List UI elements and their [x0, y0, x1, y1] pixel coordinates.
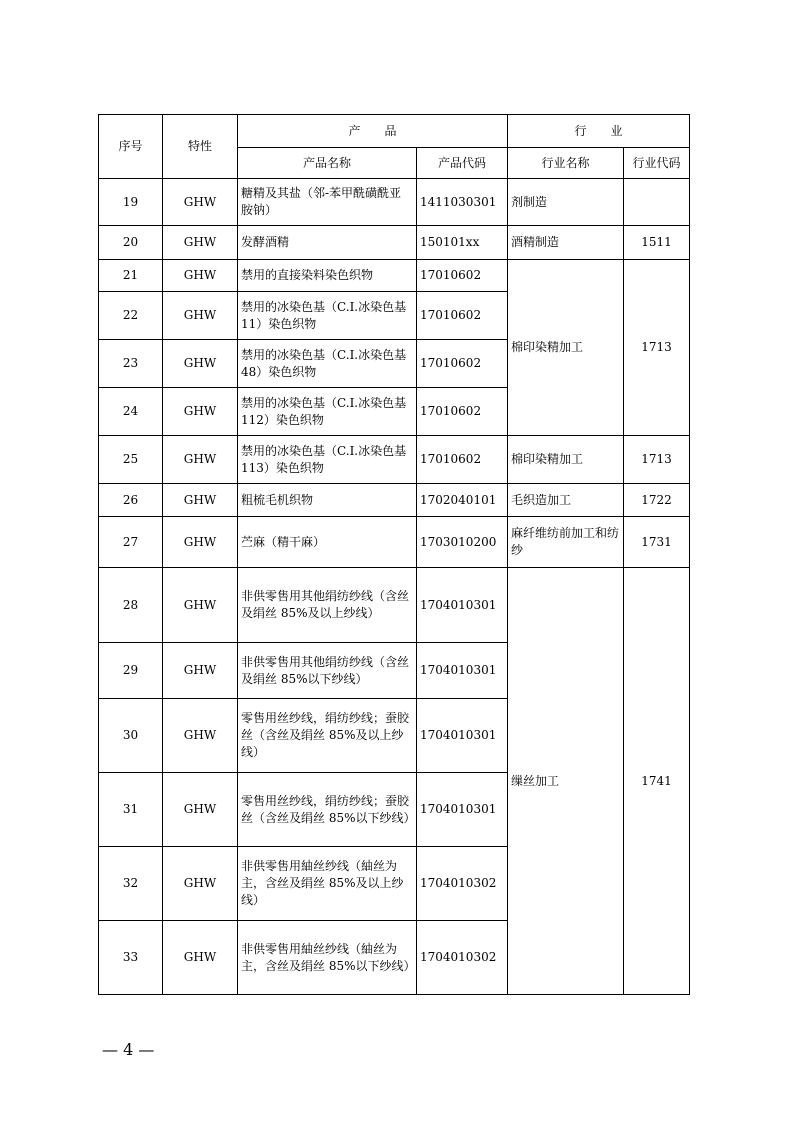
row-industry-code: 1722 [624, 484, 690, 517]
row-seq: 33 [99, 921, 163, 995]
row-industry-code: 1713 [624, 260, 690, 436]
row-seq: 27 [99, 517, 163, 568]
product-industry-table [98, 114, 690, 995]
row-product-name: 非供零售用紬丝纱线（紬丝为主，含丝及绢丝 85%以下纱线） [238, 921, 417, 995]
table-row [99, 436, 690, 484]
row-attr: GHW [163, 517, 238, 568]
row-attr: GHW [163, 260, 238, 292]
header-product-group: 产 品 [238, 115, 508, 148]
row-product-name: 禁用的冰染色基（C.I.冰染色基 48）染色织物 [238, 340, 417, 388]
row-seq: 22 [99, 292, 163, 340]
header-product-code: 产品代码 [417, 148, 508, 179]
row-product-name: 禁用的直接染料染色织物 [238, 260, 417, 292]
row-attr: GHW [163, 340, 238, 388]
row-product-code: 1411030301 [417, 179, 508, 226]
row-product-code: 1703010200 [417, 517, 508, 568]
row-industry-name: 棉印染精加工 [508, 436, 624, 484]
row-product-name: 零售用丝纱线，绢纺纱线；蚕胶丝（含丝及绢丝 85%以下纱线） [238, 773, 417, 847]
row-product-code: 1704010301 [417, 773, 508, 847]
row-attr: GHW [163, 921, 238, 995]
row-industry-name: 棉印染精加工 [508, 260, 624, 436]
row-product-name: 非供零售用其他绢纺纱线（含丝及绢丝 85%以下纱线） [238, 643, 417, 699]
row-attr: GHW [163, 484, 238, 517]
row-seq: 19 [99, 179, 163, 226]
table-row [99, 226, 690, 260]
row-seq: 31 [99, 773, 163, 847]
row-attr: GHW [163, 699, 238, 773]
row-industry-code: 1713 [624, 436, 690, 484]
row-product-code: 17010602 [417, 260, 508, 292]
row-industry-code: 1741 [624, 568, 690, 995]
row-seq: 24 [99, 388, 163, 436]
row-industry-name: 缫丝加工 [508, 568, 624, 995]
page-number: — 4 — [102, 1040, 155, 1059]
row-product-code: 17010602 [417, 340, 508, 388]
row-seq: 30 [99, 699, 163, 773]
row-attr: GHW [163, 847, 238, 921]
row-attr: GHW [163, 436, 238, 484]
row-seq: 25 [99, 436, 163, 484]
row-product-name: 发酵酒精 [238, 226, 417, 260]
row-product-code: 17010602 [417, 292, 508, 340]
row-product-code: 1704010301 [417, 699, 508, 773]
row-industry-code: 1731 [624, 517, 690, 568]
row-industry-code: 1511 [624, 226, 690, 260]
row-product-name: 非供零售用其他绢纺纱线（含丝及绢丝 85%及以上纱线） [238, 568, 417, 643]
row-attr: GHW [163, 226, 238, 260]
table-row [99, 179, 690, 226]
row-product-name: 禁用的冰染色基（C.I.冰染色基 11）染色织物 [238, 292, 417, 340]
row-seq: 23 [99, 340, 163, 388]
row-product-code: 150101xx [417, 226, 508, 260]
row-attr: GHW [163, 292, 238, 340]
row-product-code: 17010602 [417, 436, 508, 484]
row-product-code: 1704010301 [417, 568, 508, 643]
row-attr: GHW [163, 388, 238, 436]
row-industry-name: 剂制造 [508, 179, 624, 226]
table-row [99, 260, 690, 292]
header-industry-code: 行业代码 [624, 148, 690, 179]
row-product-name: 粗梳毛机织物 [238, 484, 417, 517]
header-attr: 特性 [163, 115, 238, 179]
table-row [99, 568, 690, 643]
row-product-name: 非供零售用紬丝纱线（紬丝为主，含丝及绢丝 85%及以上纱线） [238, 847, 417, 921]
row-seq: 32 [99, 847, 163, 921]
row-industry-code [624, 179, 690, 226]
row-seq: 26 [99, 484, 163, 517]
row-seq: 21 [99, 260, 163, 292]
row-industry-name: 麻纤维纺前加工和纺纱 [508, 517, 624, 568]
row-product-code: 1702040101 [417, 484, 508, 517]
row-product-code: 1704010302 [417, 921, 508, 995]
header-industry-name: 行业名称 [508, 148, 624, 179]
table-row [99, 484, 690, 517]
row-seq: 20 [99, 226, 163, 260]
row-attr: GHW [163, 568, 238, 643]
row-product-name: 禁用的冰染色基（C.I.冰染色基 113）染色织物 [238, 436, 417, 484]
row-product-code: 1704010302 [417, 847, 508, 921]
row-seq: 29 [99, 643, 163, 699]
table-row [99, 517, 690, 568]
row-product-name: 禁用的冰染色基（C.I.冰染色基 112）染色织物 [238, 388, 417, 436]
header-industry-group: 行 业 [508, 115, 690, 148]
row-product-name: 糖精及其盐（邻-苯甲酰磺酰亚胺钠） [238, 179, 417, 226]
row-industry-name: 酒精制造 [508, 226, 624, 260]
row-industry-name: 毛织造加工 [508, 484, 624, 517]
row-seq: 28 [99, 568, 163, 643]
row-attr: GHW [163, 773, 238, 847]
row-product-name: 零售用丝纱线，绢纺纱线；蚕胶丝（含丝及绢丝 85%及以上纱线） [238, 699, 417, 773]
row-product-code: 17010602 [417, 388, 508, 436]
row-product-name: 苎麻（精干麻） [238, 517, 417, 568]
row-product-code: 1704010301 [417, 643, 508, 699]
row-attr: GHW [163, 179, 238, 226]
row-attr: GHW [163, 643, 238, 699]
header-seq: 序号 [99, 115, 163, 179]
header-product-name: 产品名称 [238, 148, 417, 179]
